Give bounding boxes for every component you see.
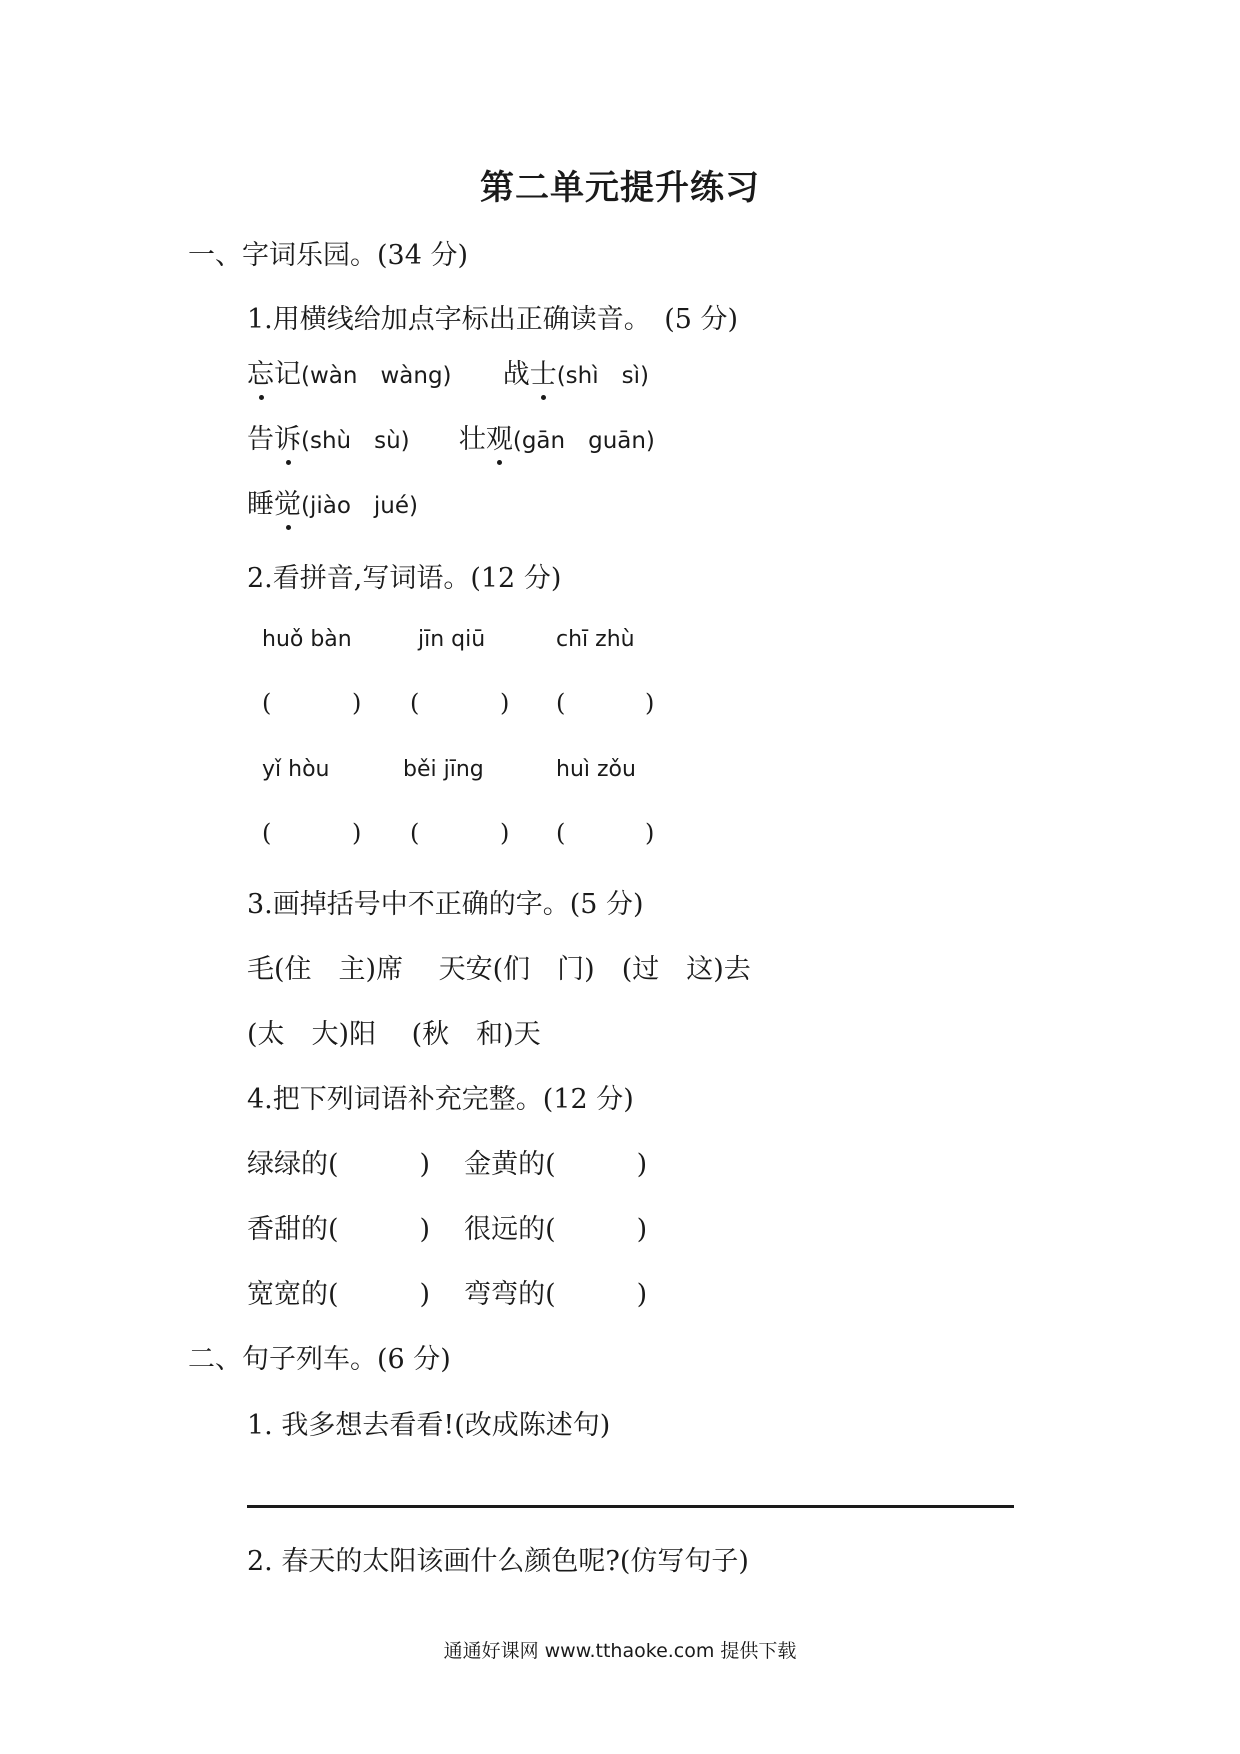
- fill-phrase: 绿绿的( ): [247, 1149, 431, 1180]
- dotted-char: 士: [530, 352, 557, 391]
- blank-close: ): [500, 689, 510, 717]
- question-4-prompt: 4.把下列词语补充完整。(12 分): [247, 1084, 634, 1115]
- answer-line: [247, 1505, 1014, 1508]
- pinyin-word: huì zǒu: [556, 757, 636, 782]
- blank-open: (: [262, 819, 272, 847]
- word-char: 记: [274, 359, 301, 390]
- pinyin-options: (shì sì): [556, 363, 649, 389]
- question-3-line-2: (太 大)阳 (秋 和)天: [247, 1019, 541, 1050]
- pinyin-options: (gān guān): [512, 428, 655, 454]
- fill-phrase: 金黄的( ): [464, 1149, 648, 1180]
- fill-phrase: 宽宽的( ): [247, 1279, 431, 1310]
- fill-phrase: 弯弯的( ): [464, 1279, 648, 1310]
- dotted-char: 忘: [247, 352, 274, 391]
- fill-phrase: 很远的( ): [464, 1214, 648, 1245]
- blank-open: (: [410, 689, 420, 717]
- section-2-heading: 二、句子列车。(6 分): [188, 1344, 451, 1375]
- blank-close: ): [352, 819, 362, 847]
- blank-open: (: [410, 819, 420, 847]
- dotted-char: 觉: [274, 482, 301, 521]
- pinyin-options: (shù sù): [301, 428, 410, 454]
- answer-blanks-row-1: [0, 689, 1240, 721]
- blank-close: ): [500, 819, 510, 847]
- word-wangji: [247, 359, 452, 390]
- pinyin-options: (jiào jué): [301, 493, 419, 519]
- question-4-row-2: [247, 1207, 647, 1246]
- question-1-prompt: 1.用横线给加点字标出正确读音。 (5 分): [247, 304, 739, 335]
- blank-close: ): [645, 819, 655, 847]
- word-zhanshi: [503, 359, 649, 390]
- dotted-char: 观: [486, 417, 513, 456]
- pinyin-options: (wàn wàng): [301, 363, 452, 389]
- word-char: 告: [247, 424, 274, 455]
- page-title: 第二单元提升练习: [480, 168, 760, 208]
- blank-open: (: [556, 819, 566, 847]
- word-char: 睡: [247, 489, 274, 520]
- word-char: 壮: [458, 424, 486, 455]
- question-2-prompt: 2.看拼音,写词语。(12 分): [247, 563, 562, 594]
- word-zhuangguan: [459, 424, 655, 455]
- pinyin-word: běi jīng: [403, 757, 484, 782]
- word-shuijiao: [247, 489, 418, 520]
- footer-credit: 通通好课网 www.tthaoke.com 提供下载: [443, 1640, 797, 1662]
- word-gaosu: [247, 424, 410, 455]
- pinyin-word: jīn qiū: [418, 627, 486, 652]
- blank-open: (: [556, 689, 566, 717]
- question-4-row-3: [247, 1272, 647, 1311]
- blank-close: ): [645, 689, 655, 717]
- pinyin-word: yǐ hòu: [262, 757, 330, 782]
- pinyin-line-3: [247, 482, 418, 521]
- pinyin-line-1: [247, 352, 649, 391]
- question-4-row-1: [247, 1142, 647, 1181]
- word-char: 战: [502, 359, 530, 390]
- dotted-char: 诉: [274, 417, 301, 456]
- pinyin-row-1: [0, 627, 1240, 657]
- pinyin-line-2: [247, 417, 655, 456]
- fill-phrase: 香甜的( ): [247, 1214, 431, 1245]
- section-1-heading: 一、字词乐园。(34 分): [188, 240, 469, 271]
- pinyin-row-2: [0, 757, 1240, 787]
- question-3-prompt: 3.画掉括号中不正确的字。(5 分): [247, 889, 644, 920]
- blank-open: (: [262, 689, 272, 717]
- pinyin-word: huǒ bàn: [262, 627, 352, 652]
- section-2-question-2: 2. 春天的太阳该画什么颜色呢?(仿写句子): [247, 1546, 749, 1577]
- answer-blanks-row-2: [0, 819, 1240, 851]
- section-2-question-1: 1. 我多想去看看!(改成陈述句): [247, 1410, 611, 1441]
- question-3-line-1: 毛(住 主)席 天安(们 门) (过 这)去: [247, 954, 751, 985]
- blank-close: ): [352, 689, 362, 717]
- pinyin-word: chī zhù: [556, 627, 635, 652]
